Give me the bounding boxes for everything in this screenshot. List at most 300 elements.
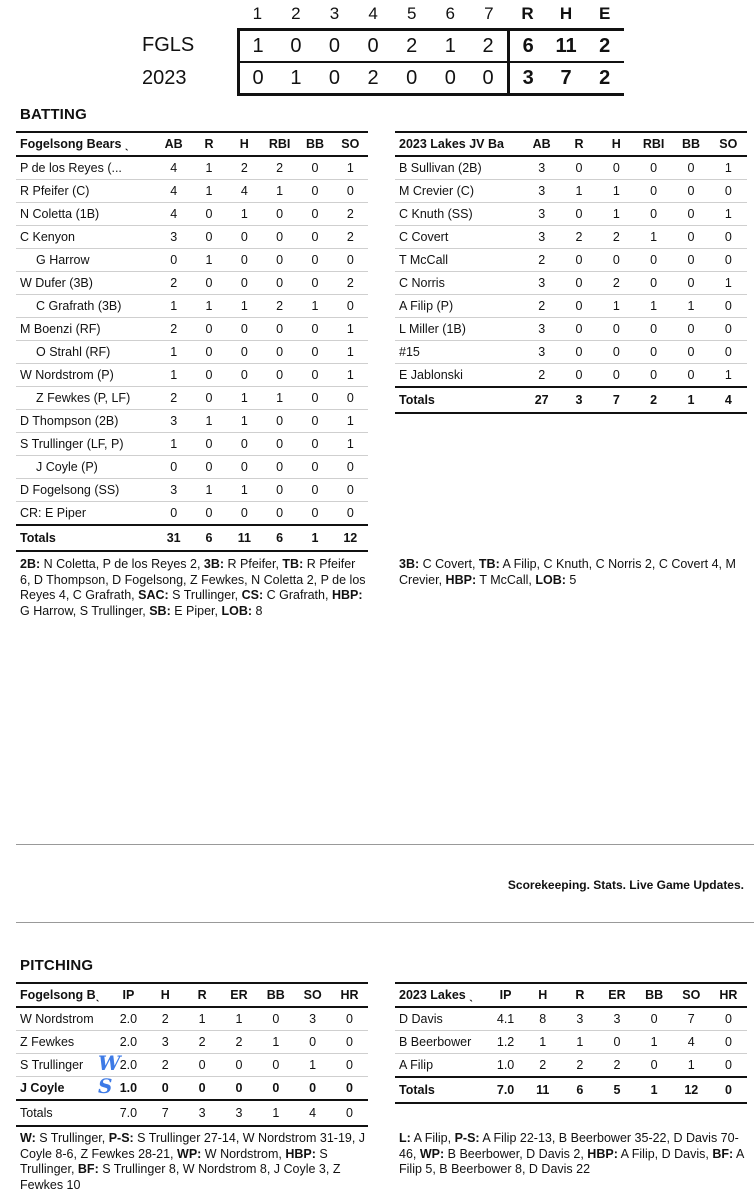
stat-cell: 0 bbox=[560, 364, 597, 388]
stat-cell: 0 bbox=[560, 318, 597, 341]
stat-cell: 2 bbox=[523, 295, 560, 318]
stat-cell: 0 bbox=[672, 180, 709, 203]
table-row bbox=[395, 203, 747, 226]
stat-value: G Harrow, S Trullinger, bbox=[20, 603, 150, 618]
player-name: C Kenyon bbox=[16, 226, 156, 249]
total-cell: 0 bbox=[331, 1100, 368, 1126]
stat-key: HBP: bbox=[331, 588, 363, 602]
stat-key: BF: bbox=[77, 1162, 99, 1176]
stat-cell: 0 bbox=[262, 479, 297, 502]
stat-cell: 0 bbox=[635, 341, 672, 364]
stat-cell: 1 bbox=[333, 410, 368, 433]
stat-value: A Filip 5, B Beerbower 8, D Davis 22 bbox=[399, 1146, 744, 1176]
column-header: IP bbox=[487, 983, 524, 1007]
stat-cell: 0 bbox=[297, 226, 332, 249]
stat-cell: 1 bbox=[156, 341, 191, 364]
total-cell: 11 bbox=[524, 1077, 561, 1103]
total-cell: 7.0 bbox=[110, 1100, 147, 1126]
stat-cell: 1 bbox=[297, 295, 332, 318]
inning-score: 1 bbox=[238, 30, 277, 63]
pitching-notes-home bbox=[20, 1131, 370, 1193]
stat-key: SB: bbox=[149, 603, 171, 618]
stat-cell: 0 bbox=[672, 341, 709, 364]
total-cell: 3 bbox=[560, 387, 597, 413]
team-name-header: 2023 Lakes JV Ba bbox=[395, 132, 523, 156]
linescore-table bbox=[134, 0, 624, 96]
stat-cell: 0 bbox=[262, 341, 297, 364]
total-cell: 1 bbox=[672, 387, 709, 413]
table-row bbox=[16, 156, 368, 180]
stat-cell: 1 bbox=[156, 295, 191, 318]
table-row bbox=[395, 295, 747, 318]
table-row bbox=[16, 456, 368, 479]
linescore-team-name: 2023 bbox=[134, 62, 238, 95]
errors-header: E bbox=[585, 0, 624, 30]
column-header: R bbox=[560, 132, 597, 156]
stat-value: S Trullinger, bbox=[168, 588, 242, 602]
totals-label: Totals bbox=[16, 1100, 110, 1126]
stat-key: 3B: bbox=[203, 557, 225, 571]
stat-cell: 2 bbox=[147, 1007, 184, 1031]
stat-cell: 0 bbox=[257, 1054, 294, 1077]
stat-cell: 0 bbox=[710, 341, 747, 364]
column-header: BB bbox=[257, 983, 294, 1007]
stat-cell: 2 bbox=[598, 226, 635, 249]
team-runs: 6 bbox=[508, 30, 547, 63]
stat-cell: 1 bbox=[191, 156, 226, 180]
linescore-row-home bbox=[134, 30, 624, 63]
stat-cell: 0 bbox=[297, 387, 332, 410]
stat-cell: 2 bbox=[560, 226, 597, 249]
batting-notes-away bbox=[399, 557, 739, 588]
total-cell: 7 bbox=[598, 387, 635, 413]
team-name-header: 2023 Lakes ˎ bbox=[395, 983, 487, 1007]
stat-cell: 4 bbox=[673, 1031, 710, 1054]
table-row bbox=[395, 364, 747, 388]
stat-cell: 0 bbox=[672, 272, 709, 295]
stat-value: A Filip, C Knuth, C Norris 2, C Covert 4, M Crevier, bbox=[399, 557, 736, 587]
stat-cell: 2 bbox=[333, 226, 368, 249]
stat-cell: 1 bbox=[561, 1031, 598, 1054]
stat-cell: 0 bbox=[635, 364, 672, 388]
stat-cell: 2 bbox=[221, 1031, 258, 1054]
player-name: A Filip (P) bbox=[395, 295, 523, 318]
stat-cell: 2 bbox=[156, 318, 191, 341]
footer-tagline: Scorekeeping. Stats. Live Game Updates. bbox=[507, 878, 744, 892]
table-row bbox=[16, 364, 368, 387]
stat-cell: 0 bbox=[333, 502, 368, 526]
stat-value: S Trullinger 8, W Nordstrom 8, J Coyle 3, Z Fewkes 10 bbox=[20, 1162, 341, 1192]
player-name: S Trullinger (LF, P) bbox=[16, 433, 156, 456]
column-header: H bbox=[227, 132, 262, 156]
player-name: W Dufer (3B) bbox=[16, 272, 156, 295]
pitching-table-away bbox=[395, 982, 747, 1104]
stat-cell: 4 bbox=[156, 203, 191, 226]
table-row bbox=[16, 272, 368, 295]
table-header-row bbox=[16, 132, 368, 156]
column-header: R bbox=[191, 132, 226, 156]
table-row bbox=[16, 1054, 368, 1077]
stat-cell: 0 bbox=[297, 249, 332, 272]
linescore-row-away bbox=[134, 62, 624, 95]
stat-cell: 0 bbox=[191, 433, 226, 456]
column-header: BB bbox=[297, 132, 332, 156]
stat-cell: 1.2 bbox=[487, 1031, 524, 1054]
stat-key: TB: bbox=[478, 557, 500, 571]
stat-cell: 0 bbox=[333, 295, 368, 318]
stat-key: BF: bbox=[712, 1146, 734, 1161]
stat-cell: 0 bbox=[294, 1077, 331, 1101]
batting-notes-home bbox=[20, 557, 368, 619]
stat-cell: 0 bbox=[710, 249, 747, 272]
inning-score: 0 bbox=[315, 30, 354, 63]
handwritten-mark-icon: S bbox=[98, 1074, 113, 1098]
stat-value: 5 bbox=[565, 572, 577, 587]
stat-cell: 0 bbox=[710, 226, 747, 249]
stat-cell: 1 bbox=[333, 318, 368, 341]
linescore-header-row bbox=[134, 0, 624, 30]
stat-value: 2.0 bbox=[119, 1058, 138, 1072]
totals-label: Totals bbox=[16, 525, 156, 551]
stat-cell: 0 bbox=[227, 272, 262, 295]
column-header: BB bbox=[636, 983, 673, 1007]
player-name: M Boenzi (RF) bbox=[16, 318, 156, 341]
inning-score: 1 bbox=[431, 30, 470, 63]
stat-cell: 0 bbox=[262, 456, 297, 479]
player-name: G Harrow bbox=[16, 249, 156, 272]
column-header: ER bbox=[221, 983, 258, 1007]
table-row bbox=[16, 295, 368, 318]
inning-header: 7 bbox=[470, 0, 509, 30]
player-name: B Beerbower bbox=[395, 1031, 487, 1054]
stat-cell: 0 bbox=[227, 226, 262, 249]
handwritten-mark-icon: W bbox=[98, 1051, 121, 1075]
player-name: N Coletta (1B) bbox=[16, 203, 156, 226]
stat-cell: 0 bbox=[598, 249, 635, 272]
stat-cell: 0 bbox=[636, 1054, 673, 1078]
stat-cell: 2 bbox=[333, 272, 368, 295]
table-row bbox=[16, 1031, 368, 1054]
table-row bbox=[16, 180, 368, 203]
table-header-row bbox=[395, 983, 747, 1007]
total-cell: 12 bbox=[333, 525, 368, 551]
stat-cell: 1 bbox=[560, 180, 597, 203]
stat-value: S Trullinger, bbox=[20, 1146, 328, 1176]
stat-cell: 0 bbox=[227, 433, 262, 456]
stat-cell: 0 bbox=[297, 364, 332, 387]
inning-score: 0 bbox=[354, 30, 393, 63]
total-cell: 6 bbox=[561, 1077, 598, 1103]
table-header-row bbox=[395, 132, 747, 156]
stat-cell: 1 bbox=[598, 203, 635, 226]
column-header: SO bbox=[673, 983, 710, 1007]
hits-header: H bbox=[547, 0, 586, 30]
stat-cell: 0 bbox=[262, 502, 297, 526]
stat-cell: 0 bbox=[598, 341, 635, 364]
stat-cell: 0 bbox=[297, 410, 332, 433]
total-cell: 3 bbox=[184, 1100, 221, 1126]
player-name: D Thompson (2B) bbox=[16, 410, 156, 433]
stat-cell: 2 bbox=[262, 295, 297, 318]
total-cell: 6 bbox=[191, 525, 226, 551]
stat-cell: 0 bbox=[672, 249, 709, 272]
inning-header: 4 bbox=[354, 0, 393, 30]
batting-table-home bbox=[16, 131, 368, 552]
stat-value: S Trullinger 27-14, W Nordstrom 31-19, J Coyle 8-6, Z Fewkes 28-21, bbox=[20, 1131, 366, 1161]
divider bbox=[16, 922, 754, 923]
stat-cell: 4.1 bbox=[487, 1007, 524, 1031]
stat-cell: 1 bbox=[227, 203, 262, 226]
stat-cell: 4 bbox=[156, 180, 191, 203]
stat-cell: 0 bbox=[710, 180, 747, 203]
player-name: L Miller (1B) bbox=[395, 318, 523, 341]
team-hits: 7 bbox=[547, 62, 586, 95]
stat-cell: 1 bbox=[598, 295, 635, 318]
inning-score: 0 bbox=[238, 62, 277, 95]
stat-cell: 1 bbox=[333, 364, 368, 387]
stat-cell: 2 bbox=[184, 1031, 221, 1054]
stat-value: 8 bbox=[252, 603, 263, 618]
player-name: B Sullivan (2B) bbox=[395, 156, 523, 180]
stat-cell: 0 bbox=[191, 318, 226, 341]
stat-cell: 0 bbox=[156, 456, 191, 479]
stat-cell: 3 bbox=[156, 410, 191, 433]
stat-value: A Filip 22-13, B Beerbower 35-22, D Davis 70-46, bbox=[399, 1131, 739, 1161]
stat-key: LOB: bbox=[535, 572, 566, 587]
stat-cell: 1 bbox=[635, 226, 672, 249]
table-row bbox=[16, 1077, 368, 1101]
stat-value: R Pfeifer, bbox=[224, 557, 283, 571]
stat-key: HBP: bbox=[285, 1146, 316, 1161]
stat-cell: 0 bbox=[560, 203, 597, 226]
player-name: C Knuth (SS) bbox=[395, 203, 523, 226]
player-name: Z Fewkes (P, LF) bbox=[16, 387, 156, 410]
table-row bbox=[16, 203, 368, 226]
stat-cell: 0 bbox=[598, 1031, 635, 1054]
stat-cell: 0 bbox=[297, 341, 332, 364]
stat-cell: 0 bbox=[297, 203, 332, 226]
stat-cell: 0 bbox=[191, 341, 226, 364]
inning-header: 2 bbox=[277, 0, 316, 30]
table-row bbox=[395, 318, 747, 341]
stat-cell: 0 bbox=[560, 295, 597, 318]
stat-value: A Filip, D Davis, bbox=[617, 1146, 713, 1161]
stat-key: SAC: bbox=[138, 588, 169, 602]
team-hits: 11 bbox=[547, 30, 586, 63]
stat-cell: 3 bbox=[523, 341, 560, 364]
stat-cell: 0 bbox=[297, 502, 332, 526]
stat-key: W: bbox=[20, 1131, 36, 1145]
stat-cell: 0 bbox=[262, 364, 297, 387]
stat-cell: 0 bbox=[156, 249, 191, 272]
stat-cell: 0 bbox=[598, 364, 635, 388]
total-cell: 1 bbox=[297, 525, 332, 551]
stat-cell: 2 bbox=[598, 272, 635, 295]
inning-score: 0 bbox=[392, 62, 431, 95]
stat-cell: 0 bbox=[262, 410, 297, 433]
player-name: A Filip bbox=[395, 1054, 487, 1078]
stat-cell: 2 bbox=[262, 156, 297, 180]
table-row bbox=[395, 249, 747, 272]
stat-cell: 3 bbox=[523, 318, 560, 341]
stat-cell: 0 bbox=[262, 203, 297, 226]
table-row bbox=[16, 249, 368, 272]
player-name: S Trullinger bbox=[16, 1054, 110, 1077]
total-cell: 12 bbox=[673, 1077, 710, 1103]
stat-cell: 0 bbox=[635, 318, 672, 341]
stat-cell: 1 bbox=[156, 433, 191, 456]
totals-label: Totals bbox=[395, 1077, 487, 1103]
stat-cell: 3 bbox=[294, 1007, 331, 1031]
linescore bbox=[134, 0, 624, 96]
stat-cell: 0 bbox=[227, 249, 262, 272]
stat-cell bbox=[98, 1051, 147, 1077]
total-cell: 5 bbox=[598, 1077, 635, 1103]
stat-cell: 2 bbox=[561, 1054, 598, 1078]
stat-cell: 0 bbox=[262, 272, 297, 295]
stat-cell: 0 bbox=[598, 156, 635, 180]
stat-cell: 1 bbox=[598, 180, 635, 203]
stat-cell: 2 bbox=[598, 1054, 635, 1078]
stat-value: E Piper, bbox=[170, 603, 222, 618]
table-row bbox=[16, 502, 368, 526]
stat-cell: 1 bbox=[191, 410, 226, 433]
inning-header: 3 bbox=[315, 0, 354, 30]
stat-value: S Trullinger, bbox=[35, 1131, 109, 1145]
stat-cell: 0 bbox=[294, 1031, 331, 1054]
pitching-notes-away bbox=[399, 1131, 751, 1178]
stat-cell: 1 bbox=[156, 364, 191, 387]
stat-cell: 0 bbox=[191, 226, 226, 249]
stat-cell: 0 bbox=[257, 1077, 294, 1101]
total-cell: 11 bbox=[227, 525, 262, 551]
column-header: H bbox=[524, 983, 561, 1007]
player-name: W Nordstrom bbox=[16, 1007, 110, 1031]
player-name: D Davis bbox=[395, 1007, 487, 1031]
stat-cell: 3 bbox=[523, 226, 560, 249]
stat-cell: 0 bbox=[333, 180, 368, 203]
inning-score: 2 bbox=[354, 62, 393, 95]
column-header: AB bbox=[523, 132, 560, 156]
total-cell: 2 bbox=[635, 387, 672, 413]
team-name-header: Fogelsong Bˎ bbox=[16, 983, 110, 1007]
batting-table-away bbox=[395, 131, 747, 414]
stat-cell: 3 bbox=[523, 180, 560, 203]
stat-key: WP: bbox=[419, 1146, 445, 1161]
table-row bbox=[395, 180, 747, 203]
stat-cell: 0 bbox=[560, 341, 597, 364]
stat-cell: 2.0 bbox=[110, 1007, 147, 1031]
stat-cell: 0 bbox=[560, 272, 597, 295]
team-errors: 2 bbox=[585, 30, 624, 63]
stat-cell: 0 bbox=[672, 203, 709, 226]
stat-cell bbox=[98, 1074, 147, 1101]
stat-cell: 0 bbox=[635, 249, 672, 272]
stat-cell: 8 bbox=[524, 1007, 561, 1031]
stat-value: C Grafrath, bbox=[263, 588, 332, 602]
stat-cell: 0 bbox=[598, 318, 635, 341]
player-name: C Grafrath (3B) bbox=[16, 295, 156, 318]
stat-cell: 1 bbox=[333, 433, 368, 456]
stat-cell: 0 bbox=[191, 456, 226, 479]
stat-cell: 0 bbox=[635, 272, 672, 295]
stat-cell: 0 bbox=[191, 502, 226, 526]
player-name: J Coyle bbox=[16, 1077, 110, 1101]
stat-cell: 3 bbox=[561, 1007, 598, 1031]
stat-cell: 0 bbox=[262, 433, 297, 456]
totals-row bbox=[395, 1077, 747, 1103]
stat-cell: 0 bbox=[227, 456, 262, 479]
total-cell: 4 bbox=[294, 1100, 331, 1126]
stat-cell: 1 bbox=[635, 295, 672, 318]
total-cell: 3 bbox=[221, 1100, 258, 1126]
column-header: R bbox=[184, 983, 221, 1007]
stat-key: LOB: bbox=[221, 603, 253, 618]
column-header: SO bbox=[710, 132, 747, 156]
table-row bbox=[16, 433, 368, 456]
stat-cell: 0 bbox=[184, 1054, 221, 1077]
stat-cell: 1 bbox=[673, 1054, 710, 1078]
player-name: M Crevier (C) bbox=[395, 180, 523, 203]
stat-cell: 1 bbox=[191, 180, 226, 203]
column-header: RBI bbox=[635, 132, 672, 156]
table-row bbox=[16, 387, 368, 410]
stat-cell: 1 bbox=[227, 387, 262, 410]
column-header: BB bbox=[672, 132, 709, 156]
stat-cell: 1.0 bbox=[487, 1054, 524, 1078]
stat-cell: 0 bbox=[297, 479, 332, 502]
stat-cell: 0 bbox=[221, 1077, 258, 1101]
runs-header: R bbox=[508, 0, 547, 30]
inning-score: 2 bbox=[392, 30, 431, 63]
stat-cell: 2 bbox=[523, 249, 560, 272]
stat-key: P-S: bbox=[454, 1131, 480, 1145]
stat-cell: 0 bbox=[560, 249, 597, 272]
team-runs: 3 bbox=[508, 62, 547, 95]
stat-cell: 3 bbox=[147, 1031, 184, 1054]
stat-cell: 1 bbox=[227, 295, 262, 318]
stat-cell: 1 bbox=[672, 295, 709, 318]
stat-cell: 0 bbox=[297, 272, 332, 295]
stat-cell: 1 bbox=[227, 479, 262, 502]
stat-cell: 0 bbox=[331, 1031, 368, 1054]
total-cell: 1 bbox=[257, 1100, 294, 1126]
stat-value: N Coletta, P de los Reyes 2, bbox=[40, 557, 204, 571]
stat-cell: 1 bbox=[333, 341, 368, 364]
column-header: R bbox=[561, 983, 598, 1007]
stat-cell: 2 bbox=[523, 364, 560, 388]
stat-key: TB: bbox=[282, 557, 304, 571]
stat-cell: 0 bbox=[672, 226, 709, 249]
totals-row bbox=[16, 525, 368, 551]
stat-cell: 0 bbox=[227, 341, 262, 364]
column-header: H bbox=[147, 983, 184, 1007]
stat-key: P-S: bbox=[108, 1131, 134, 1145]
stat-cell: 0 bbox=[184, 1077, 221, 1101]
stat-cell: 2.0 bbox=[110, 1031, 147, 1054]
stat-value: T McCall, bbox=[476, 572, 536, 587]
stat-cell: 1 bbox=[524, 1031, 561, 1054]
column-header: HR bbox=[710, 983, 747, 1007]
stat-cell: 0 bbox=[191, 364, 226, 387]
stat-cell: 0 bbox=[672, 364, 709, 388]
inning-score: 0 bbox=[315, 62, 354, 95]
inning-header: 5 bbox=[392, 0, 431, 30]
stat-key: L: bbox=[399, 1131, 411, 1145]
stat-key: HBP: bbox=[587, 1146, 618, 1161]
stat-cell: 1 bbox=[636, 1031, 673, 1054]
player-name: O Strahl (RF) bbox=[16, 341, 156, 364]
